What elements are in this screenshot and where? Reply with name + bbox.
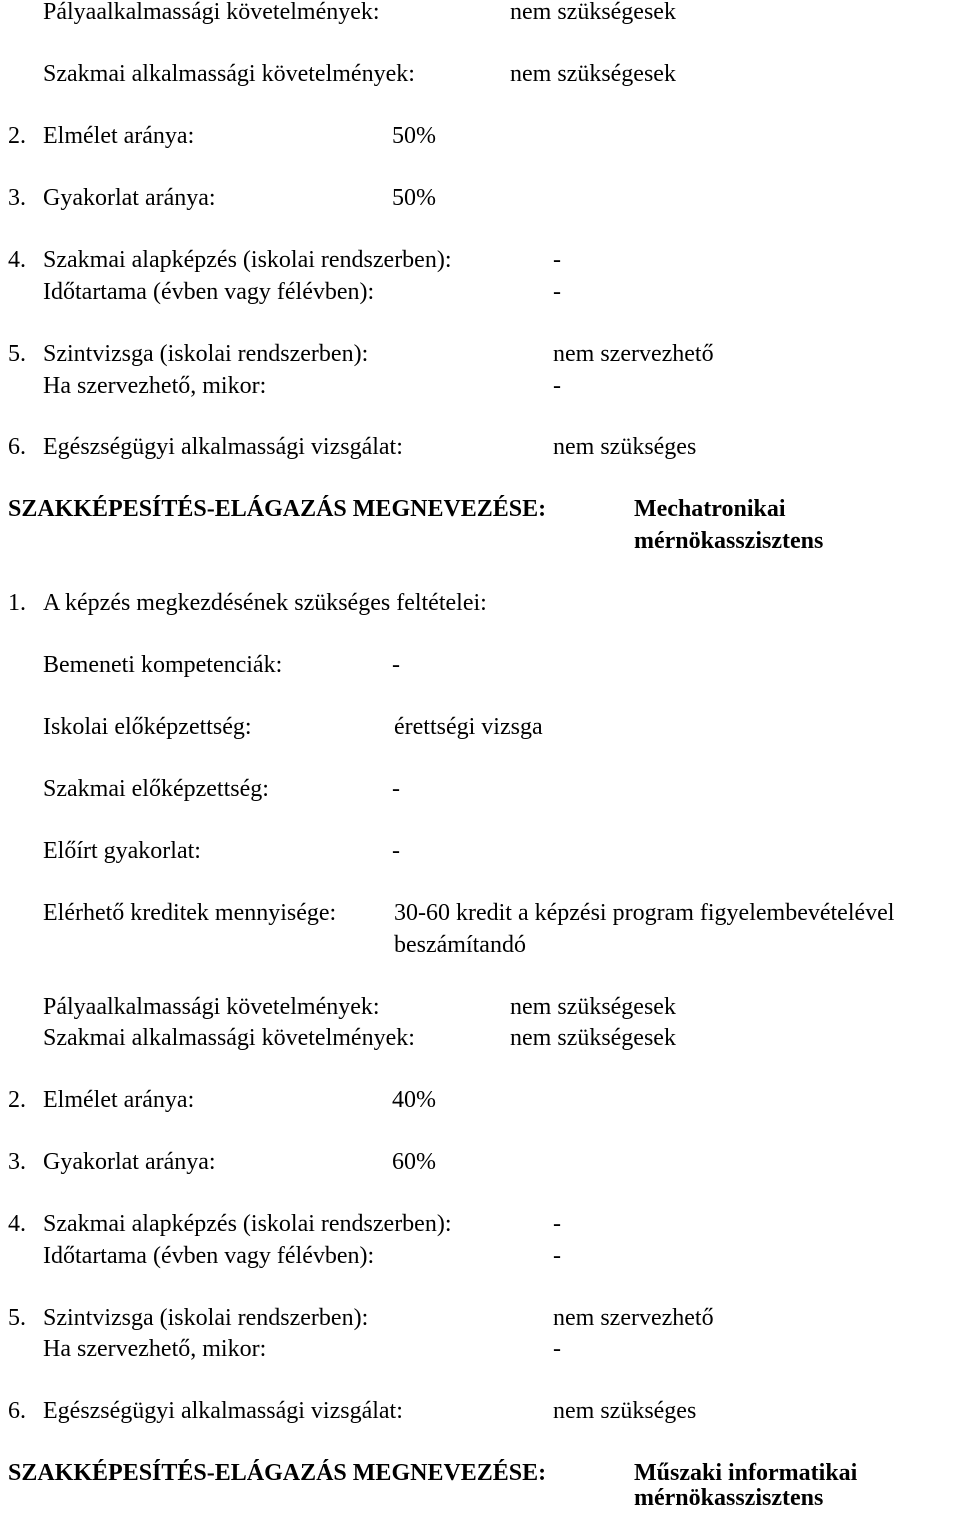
item-number: 4. — [8, 247, 26, 273]
section-heading-value: mérnökasszisztens — [634, 1485, 824, 1511]
szakmai-elokepzettseg-label: Szakmai előképzettség: — [43, 776, 269, 802]
mikor-value: - — [553, 373, 561, 399]
feltetelek-heading: A képzés megkezdésének szükséges feltételei: — [43, 590, 487, 616]
bemeneti-label: Bemeneti kompetenciák: — [43, 652, 283, 678]
iskolai-value: érettségi vizsga — [394, 714, 543, 740]
item-number: 5. — [8, 341, 26, 367]
kredit-label: Elérhető kreditek mennyisége: — [43, 900, 337, 926]
palya-value: nem szükségesek — [510, 994, 676, 1020]
szintvizsga-value: nem szervezhető — [553, 1305, 714, 1331]
alapkepzes-value: - — [553, 1211, 561, 1237]
szakmai-alkalmassag-label: Szakmai alkalmassági követelmények: — [43, 61, 415, 87]
item-number: 6. — [8, 1398, 26, 1424]
section-heading-value: Műszaki informatikai — [634, 1460, 858, 1486]
section-heading-value: Mechatronikai — [634, 496, 786, 522]
alapkepzes-label: Szakmai alapképzés (iskolai rendszerben): — [43, 247, 452, 273]
mikor-label: Ha szervezhető, mikor: — [43, 373, 267, 399]
szakmai-elokepzettseg-value: - — [392, 776, 400, 802]
szintvizsga-value: nem szervezhető — [553, 341, 714, 367]
gyakorlat-value: 50% — [392, 185, 436, 211]
egeszsegugyi-value: nem szükséges — [553, 1398, 697, 1424]
mikor-label: Ha szervezhető, mikor: — [43, 1336, 267, 1362]
eloirt-gyakorlat-label: Előírt gyakorlat: — [43, 838, 201, 864]
szakmai-alkalmassag-value: nem szükségesek — [510, 1025, 676, 1051]
idotartam-label: Időtartama (évben vagy félévben): — [43, 279, 375, 305]
gyakorlat-label: Gyakorlat aránya: — [43, 1149, 216, 1175]
item-number: 6. — [8, 434, 26, 460]
gyakorlat-label: Gyakorlat aránya: — [43, 185, 216, 211]
item-number: 1. — [8, 590, 26, 616]
elmelet-label: Elmélet aránya: — [43, 123, 195, 149]
egeszsegugyi-value: nem szükséges — [553, 434, 697, 460]
kredit-value: 30-60 kredit a képzési program figyelembevételével — [394, 900, 895, 926]
item-number: 3. — [8, 1149, 26, 1175]
szintvizsga-label: Szintvizsga (iskolai rendszerben): — [43, 341, 369, 367]
eloirt-gyakorlat-value: - — [392, 838, 400, 864]
item-number: 2. — [8, 123, 26, 149]
gyakorlat-value: 60% — [392, 1149, 436, 1175]
szintvizsga-label: Szintvizsga (iskolai rendszerben): — [43, 1305, 369, 1331]
szakmai-alkalmassag-value: nem szükségesek — [510, 61, 676, 87]
elmelet-label: Elmélet aránya: — [43, 1087, 195, 1113]
iskolai-label: Iskolai előképzettség: — [43, 714, 252, 740]
kredit-value: beszámítandó — [394, 932, 526, 958]
elmelet-value: 40% — [392, 1087, 436, 1113]
egeszsegugyi-label: Egészségügyi alkalmassági vizsgálat: — [43, 434, 403, 460]
item-number: 2. — [8, 1087, 26, 1113]
palya-label: Pályaalkalmassági követelmények: — [43, 0, 380, 25]
egeszsegugyi-label: Egészségügyi alkalmassági vizsgálat: — [43, 1398, 403, 1424]
alapkepzes-label: Szakmai alapképzés (iskolai rendszerben): — [43, 1211, 452, 1237]
idotartam-value: - — [553, 279, 561, 305]
szakmai-alkalmassag-label: Szakmai alkalmassági követelmények: — [43, 1025, 415, 1051]
mikor-value: - — [553, 1336, 561, 1362]
section-heading-label: SZAKKÉPESÍTÉS-ELÁGAZÁS MEGNEVEZÉSE: — [8, 496, 547, 522]
section-heading-label: SZAKKÉPESÍTÉS-ELÁGAZÁS MEGNEVEZÉSE: — [8, 1460, 547, 1486]
idotartam-label: Időtartama (évben vagy félévben): — [43, 1243, 375, 1269]
bemeneti-value: - — [392, 652, 400, 678]
item-number: 5. — [8, 1305, 26, 1331]
elmelet-value: 50% — [392, 123, 436, 149]
idotartam-value: - — [553, 1243, 561, 1269]
section-heading-value: mérnökasszisztens — [634, 528, 824, 554]
item-number: 3. — [8, 185, 26, 211]
palya-value: nem szükségesek — [510, 0, 676, 25]
alapkepzes-value: - — [553, 247, 561, 273]
item-number: 4. — [8, 1211, 26, 1237]
palya-label: Pályaalkalmassági követelmények: — [43, 994, 380, 1020]
